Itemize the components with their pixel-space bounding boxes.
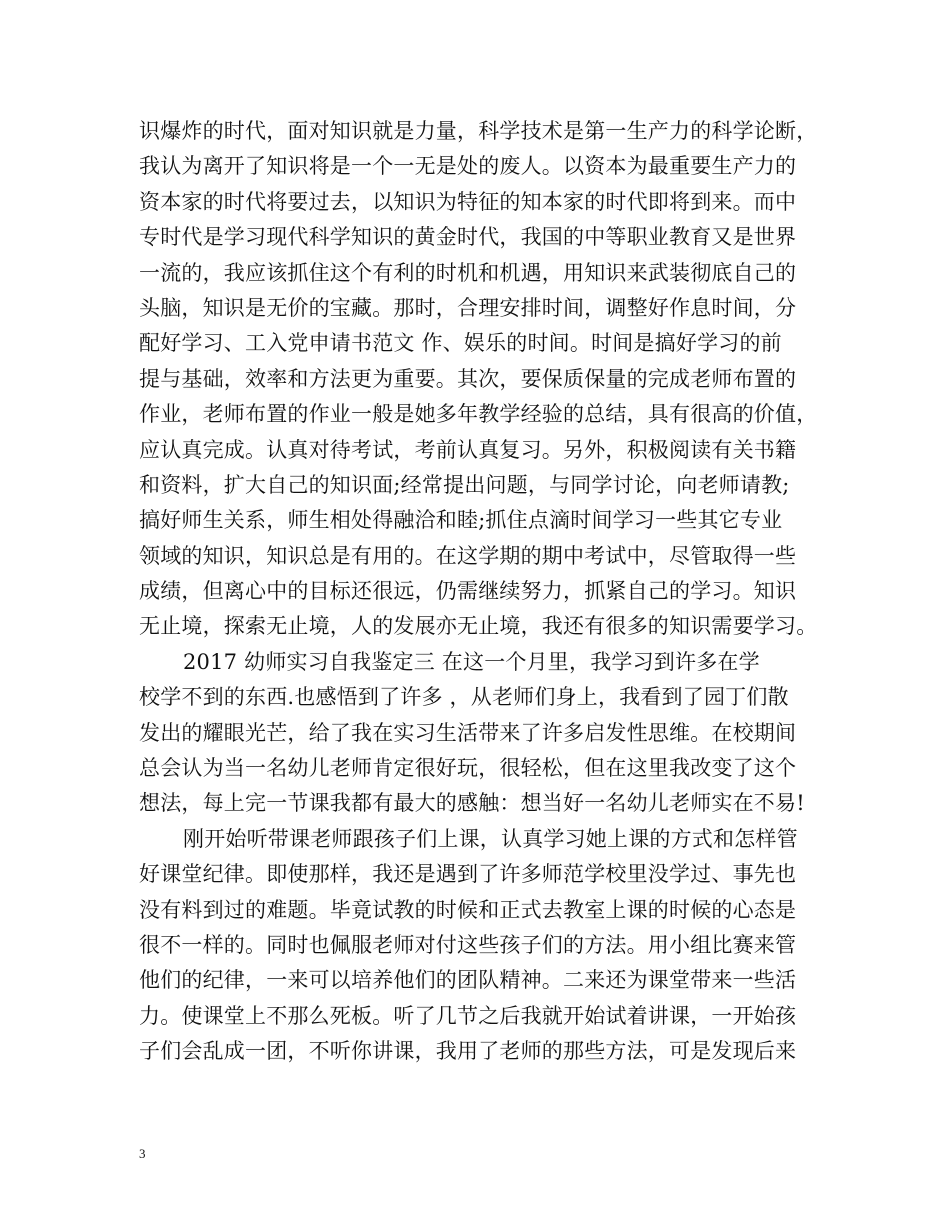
section-heading-line: 2017 幼师实习自我鉴定三 在这一个月里，我学习到许多在学 <box>183 649 760 674</box>
text-line: 提与基础，效率和方法更为重要。其次，要保质保量的完成老师布置的 <box>139 366 797 391</box>
text-line: 资本家的时代将要过去，以知识为特征的知本家的时代即将到来。而中 <box>139 189 797 214</box>
text-line: 很不一样的。同时也佩服老师对付这些孩子们的方法。用小组比赛来管 <box>139 932 797 957</box>
text-line: 好课堂纪律。即使那样，我还是遇到了许多师范学校里没学过、事先也 <box>139 862 797 887</box>
text-line: 我认为离开了知识将是一个一无是处的废人。以资本为最重要生产力的 <box>139 154 797 179</box>
text-line: 作业，老师布置的作业一般是她多年教学经验的总结，具有很高的价值， <box>139 402 818 427</box>
text-line: 头脑，知识是无价的宝藏。那时，合理安排时间，调整好作息时间，分 <box>139 295 797 320</box>
text-line: 识爆炸的时代，面对知识就是力量，科学技术是第一生产力的科学论断， <box>139 119 818 143</box>
body-text <box>139 114 829 1070</box>
text-line: 发出的耀眼光芒，给了我在实习生活带来了许多启发性思维。在校期间 <box>139 720 797 745</box>
text-line: 他们的纪律，一来可以培养他们的团队精神。二来还为课堂带来一些活 <box>139 968 797 993</box>
text-line: 无止境，探索无止境，人的发展亦无止境，我还有很多的知识需要学习。 <box>139 614 818 639</box>
text-line: 搞好师生关系，师生相处得融洽和睦;抓住点滴时间学习一些其它专业 <box>139 508 783 533</box>
page-number: 3 <box>139 1146 146 1161</box>
text-line: 想法，每上完一节课我都有最大的感触：想当好一名幼儿老师实在不易! <box>139 791 805 816</box>
paragraph-start-line: 刚开始听带课老师跟孩子们上课，认真学习她上课的方式和怎样管 <box>183 826 798 851</box>
text-line: 和资料，扩大自己的知识面;经常提出问题，与同学讨论，向老师请教; <box>139 472 790 497</box>
text-line: 子们会乱成一团，不听你讲课，我用了老师的那些方法，可是发现后来 <box>139 1039 797 1064</box>
text-line: 应认真完成。认真对待考试，考前认真复习。另外，积极阅读有关书籍 <box>139 437 797 462</box>
text-line: 专时代是学习现代科学知识的黄金时代，我国的中等职业教育又是世界 <box>139 225 797 250</box>
text-line: 总会认为当一名幼儿老师肯定很好玩，很轻松，但在这里我改变了这个 <box>139 756 797 781</box>
text-line: 成绩，但离心中的目标还很远，仍需继续努力，抓紧自己的学习。知识 <box>139 579 797 604</box>
text-line: 一流的，我应该抓住这个有利的时机和机遇，用知识来武装彻底自己的 <box>139 260 797 285</box>
text-line: 领域的知识，知识总是有用的。在这学期的期中考试中，尽管取得一些 <box>139 543 797 568</box>
text-line: 力。使课堂上不那么死板。听了几节之后我就开始试着讲课，一开始孩 <box>139 1003 797 1028</box>
text-line: 校学不到的东西.也感悟到了许多 ，从老师们身上，我看到了园丁们散 <box>139 685 789 710</box>
text-line: 配好学习、工入党申请书范文 作、娱乐的时间。时间是搞好学习的前 <box>139 331 782 356</box>
text-line: 没有料到过的难题。毕竟试教的时候和正式去教室上课的时候的心态是 <box>139 897 797 922</box>
